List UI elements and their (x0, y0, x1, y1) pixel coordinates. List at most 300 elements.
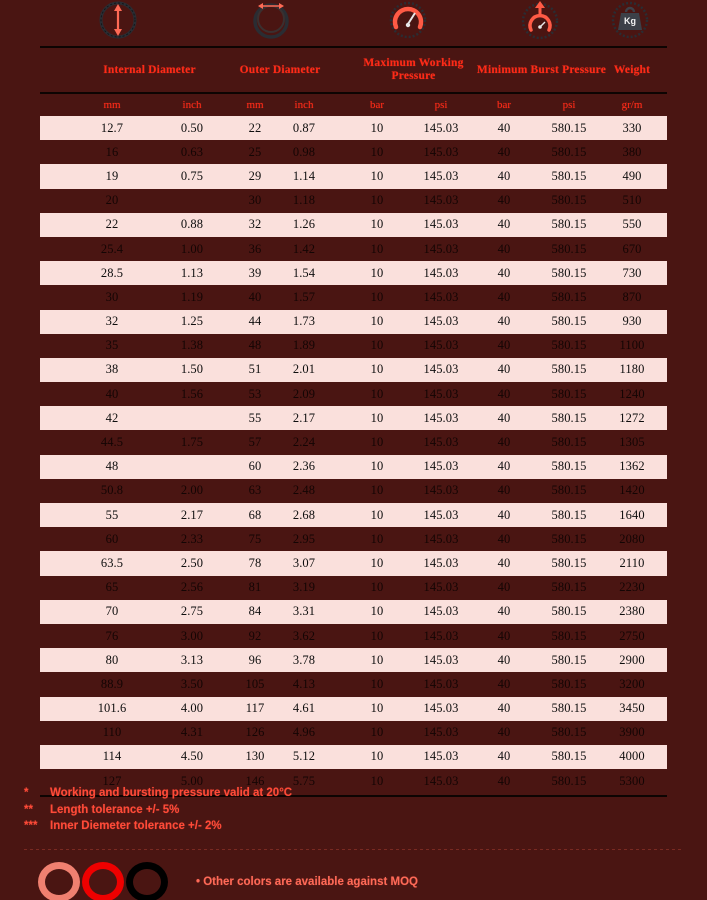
table-cell: 145.03 (423, 749, 459, 764)
table-cell: 4.50 (180, 749, 204, 764)
table-cell: 10 (370, 314, 384, 329)
table-header-units (40, 94, 667, 116)
table-cell: 580.15 (551, 120, 587, 135)
table-row (40, 672, 667, 696)
table-cell: 55 (105, 507, 119, 522)
table-cell: 145.03 (423, 507, 459, 522)
table-cell: 40 (497, 386, 511, 401)
table-cell: 580.15 (551, 289, 587, 304)
color-swatches (38, 862, 168, 900)
column-unit-header: mm (246, 99, 264, 111)
table-cell: 1.42 (292, 241, 316, 256)
table-cell: 44.5 (100, 435, 124, 450)
table-cell: 145.03 (423, 555, 459, 570)
table-cell: 145.03 (423, 628, 459, 643)
table-cell: 145.03 (423, 725, 459, 740)
table-cell: 38 (105, 362, 119, 377)
moq-note: • Other colors are available against MOQ (196, 876, 418, 888)
table-cell: 40 (497, 193, 511, 208)
table-cell: 2.17 (180, 507, 204, 522)
table-cell: 68 (248, 507, 262, 522)
table-cell: 63 (248, 483, 262, 498)
svg-text:Kg: Kg (624, 16, 636, 26)
table-cell: 40 (497, 217, 511, 232)
table-cell: 40 (497, 120, 511, 135)
table-cell: 145.03 (423, 459, 459, 474)
table-cell: 30 (248, 193, 262, 208)
table-cell: 490 (622, 168, 642, 183)
table-cell: 96 (248, 652, 262, 667)
table-cell: 4000 (619, 749, 645, 764)
table-row (40, 600, 667, 624)
table-cell: 1.18 (292, 193, 316, 208)
table-cell: 40 (497, 265, 511, 280)
table-cell: 580.15 (551, 507, 587, 522)
table-cell: 580.15 (551, 628, 587, 643)
table-cell: 40 (497, 410, 511, 425)
table-cell: 10 (370, 193, 384, 208)
table-cell: 30 (105, 289, 119, 304)
table-cell: 40 (497, 701, 511, 716)
working-pressure-gauge-icon (380, 0, 436, 44)
table-cell: 39 (248, 265, 262, 280)
table-cell: 40 (497, 289, 511, 304)
table-cell: 145.03 (423, 362, 459, 377)
table-cell: 10 (370, 120, 384, 135)
table-cell: 4.61 (292, 701, 316, 716)
table-cell: 10 (370, 555, 384, 570)
table-cell: 3450 (619, 701, 645, 716)
table-cell: 40 (497, 338, 511, 353)
table-cell: 126 (245, 725, 265, 740)
table-cell: 1.57 (292, 289, 316, 304)
column-unit-header: inch (182, 99, 202, 111)
outer-diameter-icon (243, 0, 299, 44)
table-cell: 1305 (619, 435, 645, 450)
table-cell: 2080 (619, 531, 645, 546)
table-cell: 42 (105, 410, 119, 425)
table-cell: 10 (370, 241, 384, 256)
table-cell: 10 (370, 362, 384, 377)
table-cell: 580.15 (551, 386, 587, 401)
table-cell: 145.03 (423, 144, 459, 159)
table-cell: 84 (248, 604, 262, 619)
table-cell: 60 (105, 531, 119, 546)
table-cell: 1.54 (292, 265, 316, 280)
table-cell: 92 (248, 628, 262, 643)
table-cell: 40 (497, 362, 511, 377)
table-row (40, 455, 667, 479)
table-cell: 5.75 (292, 773, 316, 788)
column-unit-header: inch (294, 99, 314, 111)
column-group-header: Weight (613, 63, 651, 76)
table-cell: 80 (105, 652, 119, 667)
table-cell: 70 (105, 604, 119, 619)
table-cell: 580.15 (551, 676, 587, 691)
table-cell: 580.15 (551, 701, 587, 716)
table-cell: 2.33 (180, 531, 204, 546)
table-cell: 2.09 (292, 386, 316, 401)
table-row (40, 261, 667, 285)
column-group-header: Internal Diameter (103, 63, 196, 76)
column-group-header: Maximum Working Pressure (363, 57, 464, 82)
table-cell: 5.12 (292, 749, 316, 764)
table-cell: 76 (105, 628, 119, 643)
table-cell: 145.03 (423, 604, 459, 619)
table-cell: 145.03 (423, 483, 459, 498)
table-cell: 2.56 (180, 580, 204, 595)
table-cell: 580.15 (551, 144, 587, 159)
table-cell: 580.15 (551, 435, 587, 450)
table-row (40, 164, 667, 188)
table-cell: 40 (497, 725, 511, 740)
table-row (40, 334, 667, 358)
table-row (40, 479, 667, 503)
table-row (40, 551, 667, 575)
footnote-marker: ** (24, 803, 33, 816)
column-group-header: Minimum Burst Pressure (476, 63, 607, 76)
table-cell: 40 (497, 435, 511, 450)
table-cell: 1.13 (180, 265, 204, 280)
column-unit-header: psi (562, 99, 576, 111)
table-cell: 40 (497, 144, 511, 159)
table-cell: 110 (102, 725, 122, 740)
table-cell: 10 (370, 410, 384, 425)
table-cell: 3.78 (292, 652, 316, 667)
table-cell: 3.50 (180, 676, 204, 691)
table-cell: 145.03 (423, 773, 459, 788)
table-cell: 1640 (619, 507, 645, 522)
table-cell: 19 (105, 168, 119, 183)
table-cell: 145.03 (423, 193, 459, 208)
table-cell: 870 (622, 289, 642, 304)
table-cell: 53 (248, 386, 262, 401)
table-cell: 5300 (619, 773, 645, 788)
table-cell: 10 (370, 676, 384, 691)
table-cell: 40 (105, 386, 119, 401)
table-cell: 2900 (619, 652, 645, 667)
table-cell: 3.13 (180, 652, 204, 667)
table-header-titles (40, 48, 667, 92)
table-cell: 35 (105, 338, 119, 353)
table-cell: 580.15 (551, 459, 587, 474)
table-cell: 3.19 (292, 580, 316, 595)
table-body (40, 116, 667, 793)
table-row (40, 576, 667, 600)
color-swatch-salmon (38, 862, 80, 900)
footnote (24, 785, 444, 802)
table-row (40, 358, 667, 382)
table-cell: 145.03 (423, 435, 459, 450)
table-cell: 670 (622, 241, 642, 256)
table-cell: 145.03 (423, 120, 459, 135)
table-cell: 145.03 (423, 676, 459, 691)
table-row (40, 527, 667, 551)
table-cell: 1.89 (292, 338, 316, 353)
table-cell: 36 (248, 241, 262, 256)
table-cell: 580.15 (551, 362, 587, 377)
table-cell: 145.03 (423, 265, 459, 280)
table-cell: 10 (370, 507, 384, 522)
table-cell: 10 (370, 725, 384, 740)
table-cell: 20 (105, 193, 119, 208)
table-cell: 88.9 (100, 676, 124, 691)
table-cell: 10 (370, 386, 384, 401)
table-cell: 580.15 (551, 193, 587, 208)
table-cell: 1362 (619, 459, 645, 474)
table-cell: 550 (622, 217, 642, 232)
table-cell: 145.03 (423, 410, 459, 425)
table-row (40, 116, 667, 140)
table-cell: 380 (622, 144, 642, 159)
column-group-header: Outer Diameter (239, 63, 321, 76)
table-cell: 65 (105, 580, 119, 595)
table-cell: 40 (497, 628, 511, 643)
table-cell: 930 (622, 314, 642, 329)
table-row (40, 310, 667, 334)
table-cell: 1100 (619, 338, 645, 353)
specification-table (40, 46, 667, 797)
table-row (40, 721, 667, 745)
table-cell: 0.87 (292, 120, 316, 135)
table-cell: 510 (622, 193, 642, 208)
table-cell: 580.15 (551, 168, 587, 183)
table-cell: 1.14 (292, 168, 316, 183)
table-cell: 1.00 (180, 241, 204, 256)
table-cell: 0.63 (180, 144, 204, 159)
table-cell: 580.15 (551, 314, 587, 329)
table-cell: 145.03 (423, 652, 459, 667)
table-cell: 4.13 (292, 676, 316, 691)
footnotes (24, 785, 444, 835)
table-cell: 5.00 (180, 773, 204, 788)
column-unit-header: bar (496, 99, 512, 111)
table-cell: 1.38 (180, 338, 204, 353)
table-cell: 40 (497, 168, 511, 183)
table-cell: 60 (248, 459, 262, 474)
table-row (40, 189, 667, 213)
table-cell: 1.75 (180, 435, 204, 450)
table-cell: 1180 (619, 362, 645, 377)
table-cell: 10 (370, 289, 384, 304)
footnote (24, 802, 444, 819)
table-cell: 22 (248, 120, 262, 135)
table-cell: 0.50 (180, 120, 204, 135)
table-cell: 10 (370, 459, 384, 474)
table-cell: 3.00 (180, 628, 204, 643)
table-cell: 1.50 (180, 362, 204, 377)
table-cell: 580.15 (551, 580, 587, 595)
table-cell: 580.15 (551, 265, 587, 280)
table-cell: 2.75 (180, 604, 204, 619)
table-cell: 10 (370, 749, 384, 764)
table-cell: 580.15 (551, 410, 587, 425)
table-cell: 580.15 (551, 531, 587, 546)
table-cell: 3.62 (292, 628, 316, 643)
table-cell: 2.17 (292, 410, 316, 425)
table-cell: 145.03 (423, 580, 459, 595)
table-cell: 145.03 (423, 217, 459, 232)
table-cell: 1420 (619, 483, 645, 498)
internal-diameter-icon (90, 0, 146, 44)
table-cell: 10 (370, 652, 384, 667)
table-cell: 25.4 (100, 241, 124, 256)
footer-divider (24, 849, 683, 850)
table-row (40, 648, 667, 672)
table-cell: 10 (370, 701, 384, 716)
table-cell: 101.6 (97, 701, 127, 716)
table-cell: 4.00 (180, 701, 204, 716)
table-row (40, 237, 667, 261)
table-cell: 55 (248, 410, 262, 425)
table-cell: 145.03 (423, 701, 459, 716)
table-cell: 0.75 (180, 168, 204, 183)
table-row (40, 382, 667, 406)
table-cell: 40 (497, 676, 511, 691)
table-cell: 10 (370, 168, 384, 183)
table-cell: 29 (248, 168, 262, 183)
table-row (40, 285, 667, 309)
table-cell: 10 (370, 483, 384, 498)
column-unit-header: bar (369, 99, 385, 111)
table-cell: 580.15 (551, 604, 587, 619)
table-row (40, 430, 667, 454)
burst-pressure-gauge-icon (512, 0, 568, 44)
table-cell: 580.15 (551, 652, 587, 667)
table-cell: 1.26 (292, 217, 316, 232)
table-cell: 10 (370, 531, 384, 546)
table-cell: 2230 (619, 580, 645, 595)
footnote (24, 818, 444, 835)
table-cell: 117 (245, 701, 265, 716)
table-cell: 580.15 (551, 555, 587, 570)
table-cell: 2110 (619, 555, 645, 570)
footnote-marker: * (24, 787, 29, 799)
table-cell: 57 (248, 435, 262, 450)
table-cell: 3.31 (292, 604, 316, 619)
table-cell: 40 (497, 555, 511, 570)
table-cell: 32 (105, 314, 119, 329)
table-cell: 12.7 (100, 120, 124, 135)
table-cell: 81 (248, 580, 262, 595)
table-cell: 3200 (619, 676, 645, 691)
table-cell: 580.15 (551, 725, 587, 740)
table-cell: 44 (248, 314, 262, 329)
table-cell: 22 (105, 217, 119, 232)
table-row (40, 503, 667, 527)
table-cell: 330 (622, 120, 642, 135)
table-cell: 10 (370, 435, 384, 450)
table-cell: 145.03 (423, 386, 459, 401)
table-cell: 145.03 (423, 338, 459, 353)
footnote-text: Length tolerance +/- 5% (50, 803, 180, 816)
table-cell: 127 (102, 773, 122, 788)
table-cell: 40 (497, 652, 511, 667)
table-cell: 580.15 (551, 338, 587, 353)
table-cell: 1.56 (180, 386, 204, 401)
table-cell: 2.68 (292, 507, 316, 522)
table-cell: 145.03 (423, 241, 459, 256)
footnote-marker: *** (24, 820, 38, 832)
table-cell: 40 (497, 580, 511, 595)
table-cell: 130 (245, 749, 265, 764)
table-cell: 40 (497, 314, 511, 329)
table-cell: 10 (370, 604, 384, 619)
table-cell: 730 (622, 265, 642, 280)
color-swatch-red (82, 862, 124, 900)
table-cell: 105 (245, 676, 265, 691)
table-cell: 10 (370, 580, 384, 595)
table-row (40, 697, 667, 721)
table-cell: 2.95 (292, 531, 316, 546)
table-cell: 48 (248, 338, 262, 353)
table-cell: 10 (370, 338, 384, 353)
table-cell: 1240 (619, 386, 645, 401)
table-cell: 40 (497, 604, 511, 619)
table-cell: 48 (105, 459, 119, 474)
table-row (40, 745, 667, 769)
table-cell: 580.15 (551, 749, 587, 764)
table-cell: 146 (245, 773, 265, 788)
color-swatch-black (126, 862, 168, 900)
table-cell: 580.15 (551, 483, 587, 498)
table-row (40, 406, 667, 430)
table-cell: 580.15 (551, 241, 587, 256)
table-cell: 1272 (619, 410, 645, 425)
column-unit-header: mm (103, 99, 121, 111)
table-cell: 2.01 (292, 362, 316, 377)
table-row (40, 624, 667, 648)
table-cell: 0.98 (292, 144, 316, 159)
table-cell: 40 (497, 749, 511, 764)
table-cell: 114 (102, 749, 122, 764)
weight-kg-icon (602, 0, 658, 44)
table-cell: 40 (497, 531, 511, 546)
table-cell: 10 (370, 773, 384, 788)
table-cell: 580.15 (551, 217, 587, 232)
column-icon-row (40, 0, 667, 44)
table-cell: 40 (497, 483, 511, 498)
footnote-text: Working and bursting pressure valid at 20°C (50, 787, 293, 799)
table-row (40, 213, 667, 237)
table-cell: 2.00 (180, 483, 204, 498)
table-cell: 50.8 (100, 483, 124, 498)
table-cell: 10 (370, 265, 384, 280)
table-cell: 3900 (619, 725, 645, 740)
table-cell: 25 (248, 144, 262, 159)
table-cell: 1.25 (180, 314, 204, 329)
table-cell: 40 (497, 241, 511, 256)
table-cell: 1.73 (292, 314, 316, 329)
table-cell: 51 (248, 362, 262, 377)
table-cell: 16 (105, 144, 119, 159)
table-cell: 32 (248, 217, 262, 232)
table-cell: 2380 (619, 604, 645, 619)
table-cell: 0.88 (180, 217, 204, 232)
table-cell: 145.03 (423, 314, 459, 329)
table-cell: 40 (497, 507, 511, 522)
table-cell: 3.07 (292, 555, 316, 570)
table-cell: 2.24 (292, 435, 316, 450)
table-cell: 2.48 (292, 483, 316, 498)
table-cell: 2.36 (292, 459, 316, 474)
table-cell: 2750 (619, 628, 645, 643)
table-cell: 10 (370, 217, 384, 232)
table-cell: 75 (248, 531, 262, 546)
table-cell: 145.03 (423, 531, 459, 546)
table-cell: 1.19 (180, 289, 204, 304)
table-cell: 40 (497, 459, 511, 474)
